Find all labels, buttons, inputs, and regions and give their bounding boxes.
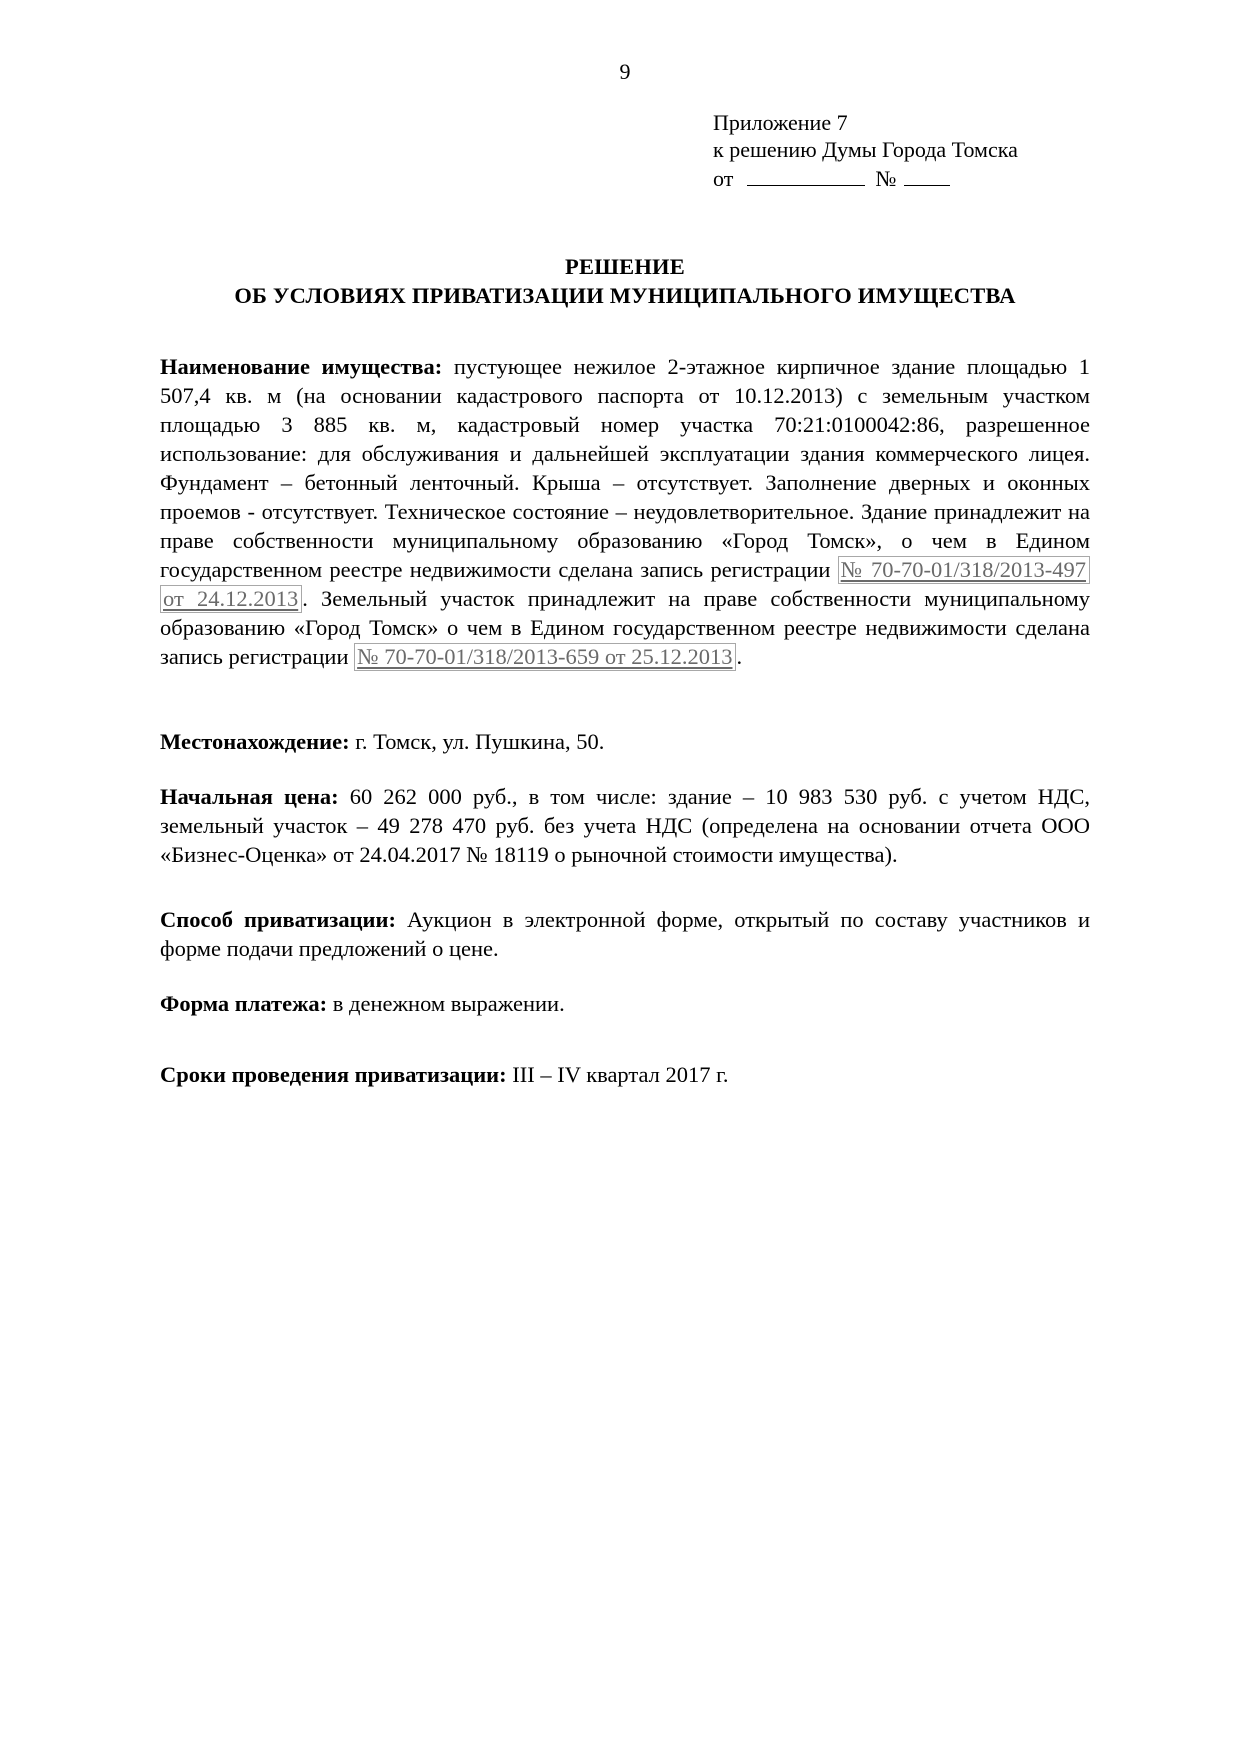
method-text: Аукцион в электронной форме, открытый по составу участников и форме подачи предложений о цене.	[160, 907, 1090, 962]
price-text: 60 262 000 руб., в том числе: здание – 10 983 530 руб. с учетом НДС, земельный участок – 49 278 470 руб. без учета НДС (определена на основании отчета ООО «Бизнес-Оценка» от 24.04.2017 № 18119 о рыночной стоимости имущества).	[160, 784, 1090, 868]
document-title	[160, 252, 1090, 310]
timing-label: Сроки проведения приватизации:	[160, 1062, 507, 1088]
page-number: 9	[619, 59, 631, 84]
section-timing	[160, 1060, 1090, 1089]
section-price	[160, 782, 1090, 869]
timing-text: III – IV квартал 2017 г.	[506, 1062, 729, 1088]
location-label: Местонахождение:	[160, 729, 350, 755]
appendix-line-2: к решению Думы Города Томска	[713, 137, 1018, 162]
registration-field-2: № 70-70-01/318/2013-659 от 25.12.2013	[354, 643, 736, 671]
property-text-1: пустующее нежилое 2-этажное кирпичное здание площадью 1 507,4 кв. м (на основании кадастрового паспорта от 10.12.2013) с земельным участком площадью 3 885 кв. м, кадастровый номер участка 70:21:0100042:86, разрешенное использование: для обслуживания и дальнейшей эксплуатации здания коммерческого лицея. Фундамент – бетонный ленточный. Крыша – отсутствует. Заполнение дверных и оконных проемов - отсутствует. Техническое состояние – неудовлетворительное. Здание принадлежит на праве собственности муниципальному образованию «Город Томск», о чем в Едином государственном реестре недвижимости сделана запись регистрации	[160, 354, 1090, 583]
number-blank-line	[904, 163, 950, 186]
price-label: Начальная цена:	[160, 784, 339, 810]
date-label: от	[713, 166, 734, 192]
section-method	[160, 905, 1090, 963]
title-line-2: ОБ УСЛОВИЯХ ПРИВАТИЗАЦИИ МУНИЦИПАЛЬНОГО ИМУЩЕСТВА	[234, 283, 1016, 309]
property-text-3: .	[736, 644, 743, 670]
appendix-block	[713, 109, 1090, 192]
payment-label: Форма платежа:	[160, 991, 328, 1017]
registration-field-1: № 70-70-01/318/2013-497 от 24.12.2013	[160, 556, 1090, 613]
section-location	[160, 727, 1090, 756]
location-text: г. Томск, ул. Пушкина, 50.	[349, 729, 605, 755]
payment-text: в денежном выражении.	[327, 991, 565, 1017]
title-line-1: РЕШЕНИЕ	[565, 254, 685, 280]
method-label: Способ приватизации:	[160, 907, 396, 933]
number-label: №	[875, 166, 897, 192]
date-blank-line	[747, 163, 865, 186]
property-label: Наименование имущества:	[160, 354, 443, 380]
section-payment	[160, 989, 1090, 1018]
section-property	[160, 352, 1090, 671]
appendix-date-line	[713, 163, 1090, 192]
property-text-2: . Земельный участок принадлежит на праве собственности муниципальному образованию «Город Томск» о чем в Едином государственном реестре недвижимости сделана запись регистрации	[160, 586, 1091, 670]
appendix-line-1: Приложение 7	[713, 110, 848, 135]
